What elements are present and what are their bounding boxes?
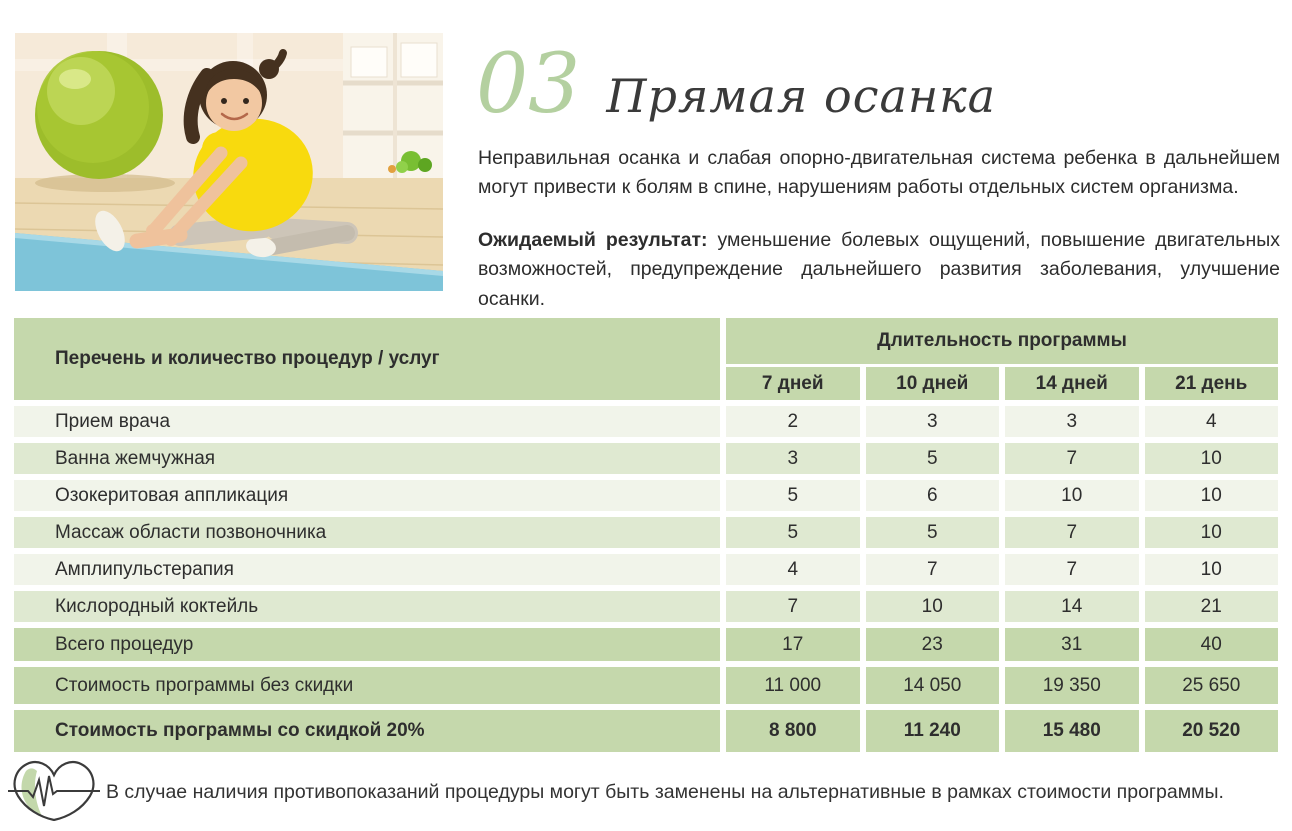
table-row bbox=[14, 406, 1278, 437]
value-cell: 4 bbox=[726, 554, 860, 585]
table-header bbox=[14, 318, 1278, 400]
table-row-total bbox=[14, 628, 1278, 661]
row-label: Озокеритовая аппликация bbox=[14, 480, 720, 511]
table-row bbox=[14, 554, 1278, 585]
value-cell: 3 bbox=[1005, 406, 1139, 437]
row-label: Стоимость программы без скидки bbox=[14, 667, 720, 704]
value-cell: 7 bbox=[1005, 443, 1139, 474]
row-label: Кислородный коктейль bbox=[14, 591, 720, 622]
table-row-price-full bbox=[14, 667, 1278, 704]
value-cell: 5 bbox=[726, 480, 860, 511]
duration-header: Длительность программы bbox=[726, 318, 1278, 364]
value-cell: 31 bbox=[1005, 628, 1139, 661]
value-cell: 7 bbox=[866, 554, 1000, 585]
duration-header-block bbox=[726, 318, 1278, 400]
procedures-column-header: Перечень и количество процедур / услуг bbox=[14, 318, 720, 400]
value-cell: 14 bbox=[1005, 591, 1139, 622]
value-cell: 5 bbox=[866, 517, 1000, 548]
child-stretching-photo bbox=[14, 33, 444, 291]
value-cell: 3 bbox=[726, 443, 860, 474]
value-cell: 8 800 bbox=[726, 710, 860, 752]
value-cell: 2 bbox=[726, 406, 860, 437]
value-cell: 5 bbox=[726, 517, 860, 548]
value-cell: 6 bbox=[866, 480, 1000, 511]
value-cell: 7 bbox=[726, 591, 860, 622]
value-cell: 10 bbox=[866, 591, 1000, 622]
program-number: 03 bbox=[476, 37, 581, 132]
value-cell: 10 bbox=[1145, 480, 1279, 511]
value-cell: 3 bbox=[866, 406, 1000, 437]
page-title: Прямая осанка bbox=[606, 69, 997, 123]
row-label: Амплипульстерапия bbox=[14, 554, 720, 585]
expected-result-paragraph bbox=[478, 226, 1280, 314]
table-row bbox=[14, 443, 1278, 474]
column-header-14-days: 14 дней bbox=[1005, 367, 1139, 400]
value-cell: 10 bbox=[1005, 480, 1139, 511]
footer-note-text: В случае наличия противопоказаний процедуры могут быть заменены на альтернативные в рамках стоимости программы. bbox=[106, 780, 1224, 803]
row-label: Ванна жемчужная bbox=[14, 443, 720, 474]
value-cell: 23 bbox=[866, 628, 1000, 661]
value-cell: 40 bbox=[1145, 628, 1279, 661]
value-cell: 5 bbox=[866, 443, 1000, 474]
value-cell: 20 520 bbox=[1145, 710, 1279, 752]
row-label: Всего процедур bbox=[14, 628, 720, 661]
value-cell: 10 bbox=[1145, 443, 1279, 474]
expected-result-label: Ожидаемый результат: bbox=[478, 229, 708, 251]
table-row bbox=[14, 480, 1278, 511]
table-row bbox=[14, 591, 1278, 622]
expected-result-text: уменьшение болевых ощущений, повышение двигательных возможностей, предупреждение дальнейшего развития заболевания, улучшение осанки. bbox=[478, 229, 1280, 310]
value-cell: 7 bbox=[1005, 517, 1139, 548]
row-label: Массаж области позвоночника bbox=[14, 517, 720, 548]
column-header-10-days: 10 дней bbox=[866, 367, 1000, 400]
value-cell: 4 bbox=[1145, 406, 1279, 437]
value-cell: 21 bbox=[1145, 591, 1279, 622]
value-cell: 7 bbox=[1005, 554, 1139, 585]
value-cell: 14 050 bbox=[866, 667, 1000, 704]
intro-paragraph: Неправильная осанка и слабая опорно-двигательная система ребенка в дальнейшем могут привести к болям в спине, нарушениям работы отдельных систем организма. bbox=[478, 147, 1280, 199]
pricing-table bbox=[14, 318, 1278, 752]
value-cell: 25 650 bbox=[1145, 667, 1279, 704]
value-cell: 17 bbox=[726, 628, 860, 661]
heart-ecg-icon bbox=[8, 759, 100, 826]
value-cell: 10 bbox=[1145, 517, 1279, 548]
footer-note-row bbox=[8, 756, 1286, 828]
value-cell: 10 bbox=[1145, 554, 1279, 585]
duration-columns bbox=[726, 367, 1278, 400]
table-row bbox=[14, 517, 1278, 548]
value-cell: 15 480 bbox=[1005, 710, 1139, 752]
table-row-price-discount bbox=[14, 710, 1278, 752]
value-cell: 11 240 bbox=[866, 710, 1000, 752]
column-header-21-days: 21 день bbox=[1145, 367, 1279, 400]
column-header-7-days: 7 дней bbox=[726, 367, 860, 400]
row-label: Стоимость программы со скидкой 20% bbox=[14, 710, 720, 752]
row-label: Прием врача bbox=[14, 406, 720, 437]
program-heading bbox=[476, 37, 997, 132]
value-cell: 19 350 bbox=[1005, 667, 1139, 704]
value-cell: 11 000 bbox=[726, 667, 860, 704]
